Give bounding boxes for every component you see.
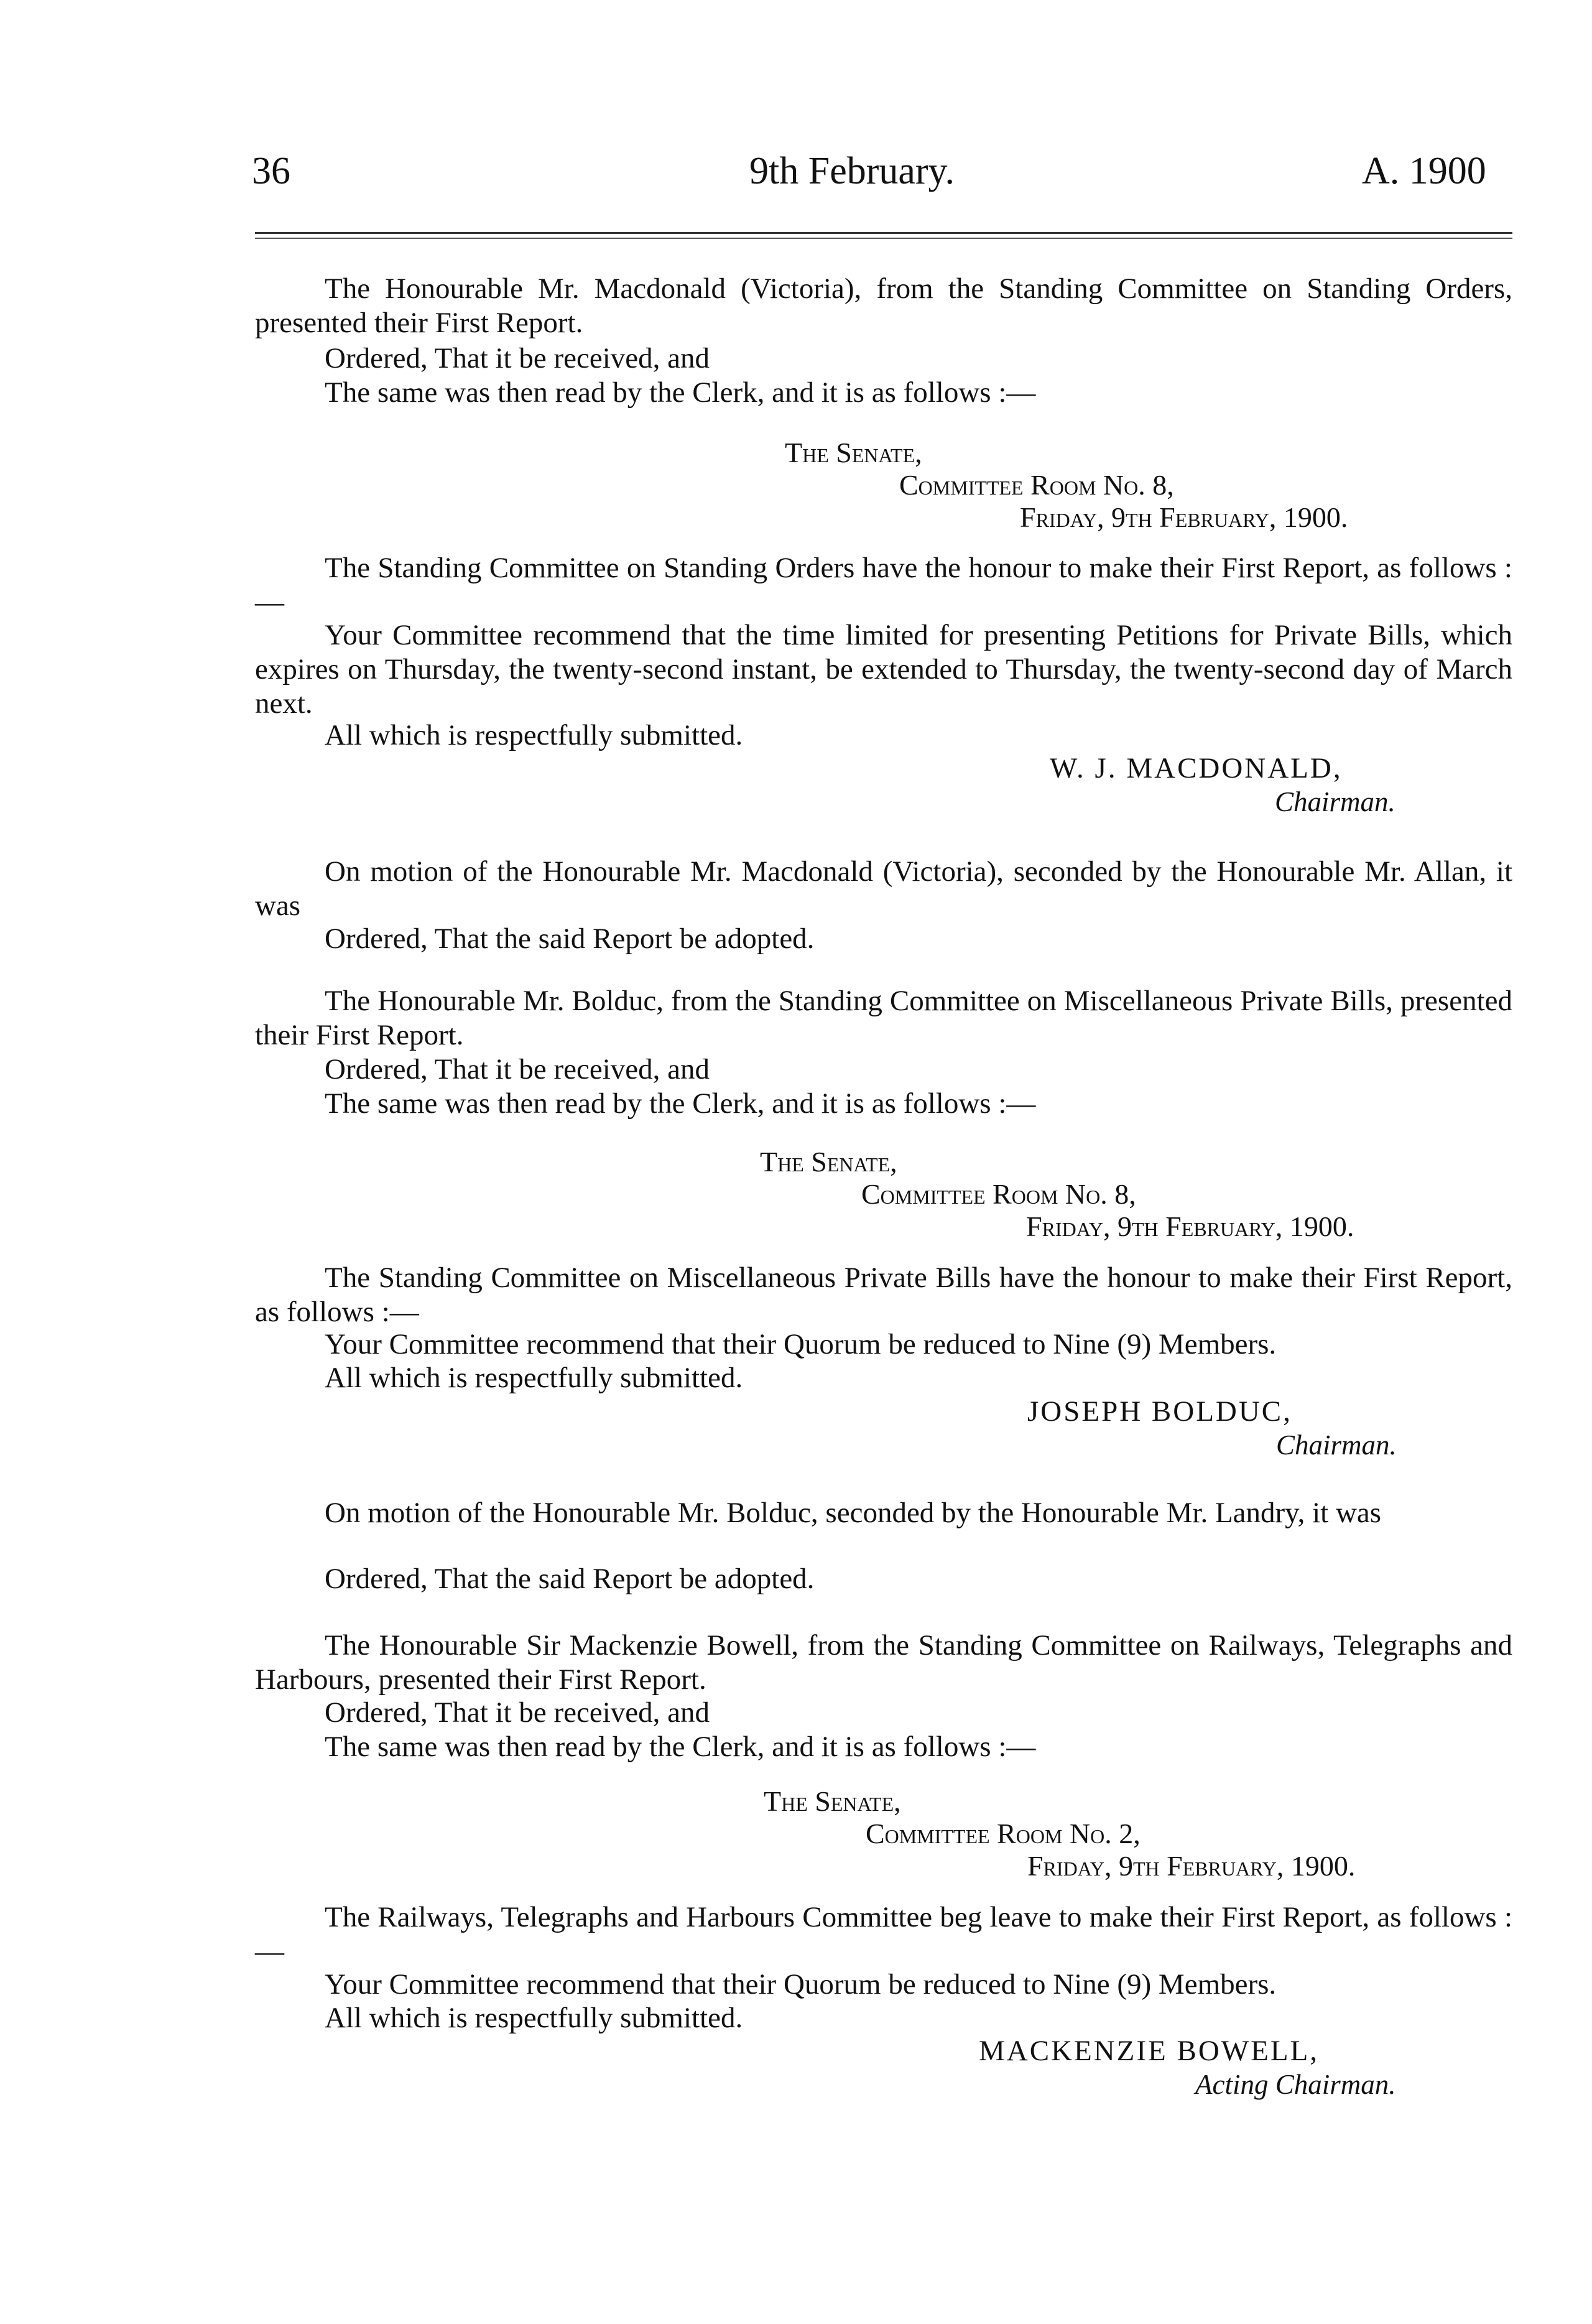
report2-signatory: JOSEPH BOLDUC, [1027, 1395, 1292, 1428]
report2-role: Chairman. [1276, 1429, 1397, 1461]
report2-date [1026, 1209, 1354, 1243]
report3-room: Committee Room No. 2, [866, 1818, 1141, 1849]
block2-intro: The Honourable Mr. Bolduc, from the Standing Committee on Miscellaneous Private Bills, presented their First Report. [255, 985, 1512, 1051]
block3-read: The same was then read by the Clerk, and it is as follows :— [325, 1731, 1036, 1763]
block1-intro: The Honourable Mr. Macdonald (Victoria), from the Standing Committee on Standing Orders, presented their First Report. [255, 272, 1512, 339]
report2-para2: Your Committee recommend that their Quorum be reduced to Nine (9) Members. [325, 1328, 1277, 1360]
report2-para1: The Standing Committee on Miscellaneous Private Bills have the honour to make their First Report, as follows :— [255, 1262, 1512, 1328]
report3-date [1027, 1849, 1355, 1883]
report3-para1: The Railways, Telegraphs and Harbours Committee beg leave to make their First Report, as follows :— [255, 1901, 1512, 1968]
block2-ordered: Ordered, That it be received, and [325, 1053, 710, 1085]
report3-senate: The Senate, [764, 1785, 901, 1817]
report3-date-text: Friday, 9th February, 1900. [1027, 1850, 1356, 1882]
running-head-date: 9th February. [749, 150, 955, 192]
block1-read: The same was then read by the Clerk, and it is as follows :— [325, 376, 1036, 409]
report1-date-text: Friday, 9th February, 1900. [1020, 501, 1348, 533]
report1-room: Committee Room No. 8, [899, 469, 1174, 501]
motion2-text: On motion of the Honourable Mr. Bolduc, seconded by the Honourable Mr. Landry, it was [325, 1497, 1382, 1529]
report1-submitted: All which is respectfully submitted. [325, 719, 743, 751]
block1-ordered: Ordered, That it be received, and [325, 342, 710, 374]
report1-senate: The Senate, [785, 437, 922, 468]
report3-para2: Your Committee recommend that their Quorum be reduced to Nine (9) Members. [325, 1968, 1277, 2001]
report2-submitted: All which is respectfully submitted. [325, 1362, 743, 1394]
motion1-ordered: Ordered, That the said Report be adopted. [325, 923, 815, 955]
report1-para2: Your Committee recommend that the time limited for presenting Petitions for Private Bills, which expires on Thursday, the twenty-second instant, be extended to Thursday, the twenty-second day of March next. [255, 619, 1512, 720]
motion2-ordered: Ordered, That the said Report be adopted. [325, 1563, 815, 1595]
block2-read: The same was then read by the Clerk, and it is as follows :— [325, 1087, 1036, 1120]
report3-submitted: All which is respectfully submitted. [325, 2002, 743, 2034]
report1-role: Chairman. [1275, 786, 1395, 817]
report1-signatory: W. J. MACDONALD, [1050, 752, 1343, 784]
motion1-text: On motion of the Honourable Mr. Macdonald (Victoria), seconded by the Honourable Mr. Allan, it was [255, 855, 1512, 922]
report2-senate: The Senate, [760, 1146, 897, 1178]
report1-date [1020, 500, 1348, 534]
report3-role: Acting Chairman. [1195, 2069, 1396, 2100]
running-head-year: A. 1900 [1362, 150, 1486, 192]
block3-ordered: Ordered, That it be received, and [325, 1696, 710, 1729]
report1-para1: The Standing Committee on Standing Orders have the honour to make their First Report, as follows :— [255, 552, 1512, 618]
report3-signatory: MACKENZIE BOWELL, [979, 2035, 1320, 2067]
header-rule-top [255, 232, 1512, 234]
block3-intro: The Honourable Sir Mackenzie Bowell, from the Standing Committee on Railways, Telegraphs and Harbours, presented their First Report. [255, 1629, 1512, 1696]
report2-room: Committee Room No. 8, [861, 1178, 1136, 1210]
header-rule-bottom [255, 238, 1512, 239]
report2-date-text: Friday, 9th February, 1900. [1026, 1211, 1354, 1242]
page-number: 36 [252, 150, 290, 192]
